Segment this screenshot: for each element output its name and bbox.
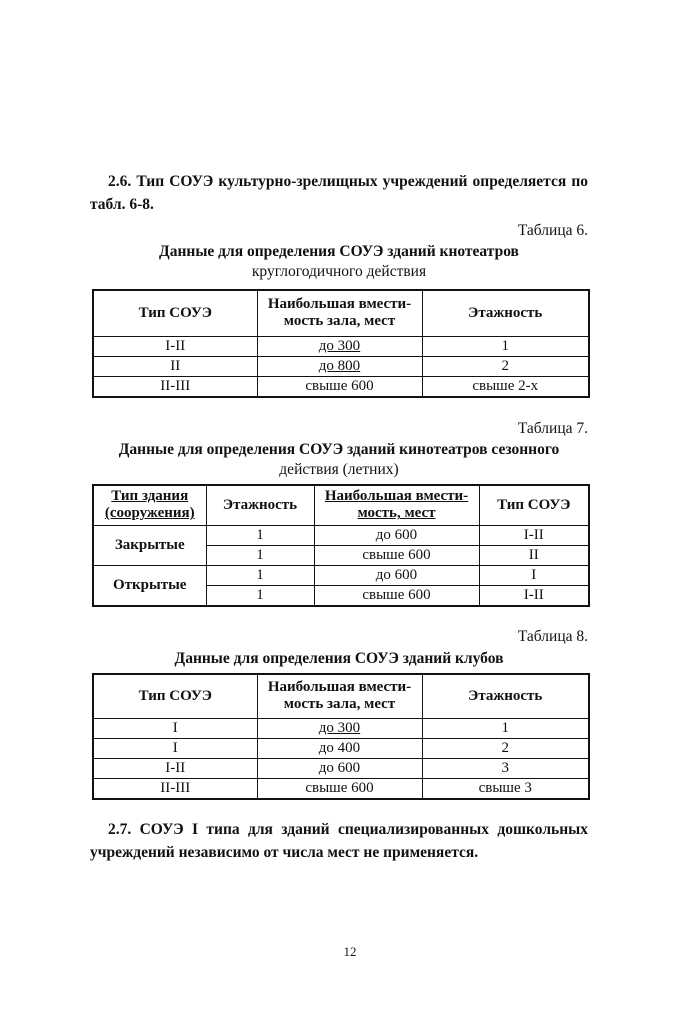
table-cell: I-II xyxy=(479,585,589,606)
table7-caption-line1: Данные для определения СОУЭ зданий кинотеатров сезонного xyxy=(118,441,560,458)
table-cell: I-II xyxy=(93,336,257,356)
table-cell: свыше 3 xyxy=(422,778,589,799)
table7-number: Таблица 7. xyxy=(517,420,588,437)
table6-header-type: Тип СОУЭ xyxy=(93,290,257,336)
table6-caption xyxy=(90,242,588,282)
table6 xyxy=(92,289,590,398)
table-cell: до 400 xyxy=(257,738,422,758)
section-2-6-paragraph: 2.6. Тип СОУЭ культурно-зрелищных учреждений определяется по табл. 6-8. xyxy=(90,173,588,213)
section-2-7-paragraph: 2.7. СОУЭ I типа для зданий специализированных дошкольных учреждений независимо от числа мест не применяется. xyxy=(90,821,588,861)
table6-header-floors: Этажность xyxy=(422,290,589,336)
table-cell: до 600 xyxy=(314,525,479,545)
table8-header-floors: Этажность xyxy=(422,674,589,718)
table-cell: I-II xyxy=(93,758,257,778)
table-cell: I xyxy=(93,718,257,738)
table-cell: свыше 600 xyxy=(314,585,479,606)
table-row xyxy=(93,376,589,397)
page-number: 12 xyxy=(343,944,357,959)
table7-header-floors: Этажность xyxy=(206,485,314,525)
table8-caption-line1: Данные для определения СОУЭ зданий клубов xyxy=(174,650,504,667)
table-cell: свыше 2-х xyxy=(422,376,589,397)
table-row xyxy=(93,525,589,545)
table-cell: 3 xyxy=(422,758,589,778)
table-cell: I xyxy=(93,738,257,758)
table7-header-building: Тип здания (сооружения) xyxy=(93,485,206,525)
table-cell: до 600 xyxy=(314,565,479,585)
table-cell: свыше 600 xyxy=(257,778,422,799)
table-cell: свыше 600 xyxy=(314,545,479,565)
table-cell: 1 xyxy=(206,525,314,545)
table-cell: до 300 xyxy=(257,718,422,738)
table7-caption-line2: действия (летних) xyxy=(279,461,399,478)
table-cell: 2 xyxy=(422,738,589,758)
table8-header-capacity: Наибольшая вмести-мость зала, мест xyxy=(257,674,422,718)
table6-number: Таблица 6. xyxy=(517,222,588,239)
table-cell: 1 xyxy=(206,565,314,585)
table-row xyxy=(93,718,589,738)
table-cell: до 300 xyxy=(257,336,422,356)
table-cell: I xyxy=(479,565,589,585)
table-cell: 1 xyxy=(422,336,589,356)
table-cell: 1 xyxy=(422,718,589,738)
table-cell: II-III xyxy=(93,778,257,799)
table7-header-type: Тип СОУЭ xyxy=(479,485,589,525)
table-row xyxy=(93,336,589,356)
table7-group-open: Открытые xyxy=(93,565,206,606)
table-cell: II-III xyxy=(93,376,257,397)
table7 xyxy=(92,484,590,607)
table7-group-closed: Закрытые xyxy=(93,525,206,565)
table6-caption-line1: Данные для определения СОУЭ зданий кнотеатров xyxy=(159,243,519,260)
table-cell: 1 xyxy=(206,545,314,565)
table6-caption-line2: круглогодичного действия xyxy=(251,263,427,280)
table-cell: II xyxy=(479,545,589,565)
table-cell: свыше 600 xyxy=(257,376,422,397)
table-row xyxy=(93,565,589,585)
table-cell: 1 xyxy=(206,585,314,606)
table6-header-capacity: Наибольшая вмести-мость зала, мест xyxy=(257,290,422,336)
table8-header-type: Тип СОУЭ xyxy=(93,674,257,718)
table-cell: II xyxy=(93,356,257,376)
table7-header-capacity: Наибольшая вмести-мость, мест xyxy=(314,485,479,525)
table-row xyxy=(93,778,589,799)
table-row xyxy=(93,356,589,376)
table-cell: до 800 xyxy=(257,356,422,376)
table8-caption xyxy=(90,649,588,669)
table8-number: Таблица 8. xyxy=(517,628,588,645)
table-row xyxy=(93,758,589,778)
table-cell: до 600 xyxy=(257,758,422,778)
table7-caption xyxy=(90,440,588,480)
table8 xyxy=(92,673,590,800)
table-cell: I-II xyxy=(479,525,589,545)
table-row xyxy=(93,738,589,758)
table-cell: 2 xyxy=(422,356,589,376)
